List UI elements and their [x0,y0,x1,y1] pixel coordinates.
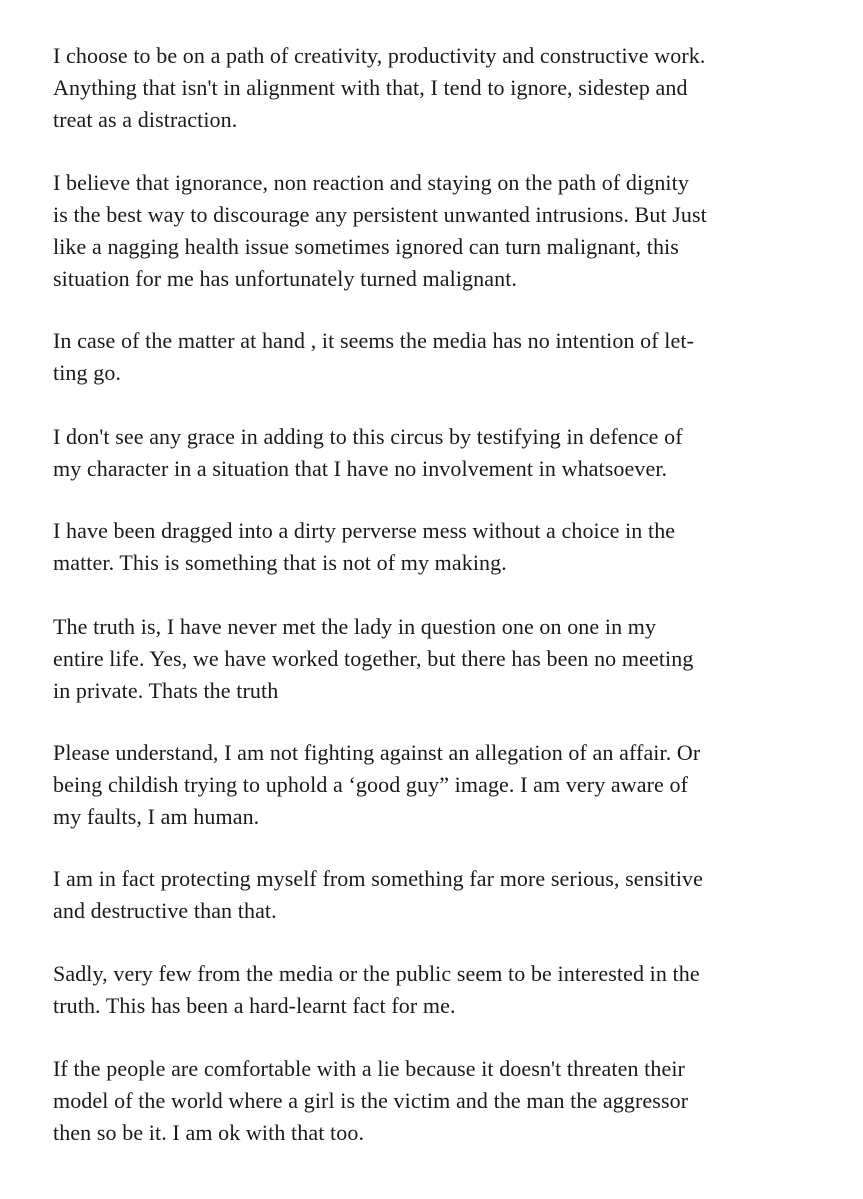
text-line: Sadly, very few from the media or the public seem to be interested in the [53,961,700,986]
text-line: in private. Thats the truth [53,678,279,703]
text-line: I believe that ignorance, non reaction and staying on the path of dignity [53,170,689,195]
text-line: my character in a situation that I have no involvement in whatsoever. [53,456,668,481]
text-line: then so be it. I am ok with that too. [53,1120,365,1145]
text-line: is the best way to discourage any persistent unwanted intrusions. But Just [53,202,707,227]
paragraph [53,515,675,579]
text-line: The truth is, I have never met the lady in question one on one in my [53,614,657,639]
text-line: Please understand, I am not fighting against an allegation of an affair. Or [53,740,701,765]
text-line: entire life. Yes, we have worked together, but there has been no meeting [53,646,694,671]
text-line: Anything that isn't in alignment with that, I tend to ignore, sidestep and [53,75,688,100]
text-line: matter. This is something that is not of my making. [53,550,507,575]
text-line: being childish trying to uphold a ‘good guy” image. I am very aware of [53,772,689,797]
paragraph [53,1053,688,1149]
paragraph [53,863,703,927]
text-line: I choose to be on a path of creativity, productivity and constructive work. [53,43,706,68]
paragraph [53,611,693,707]
text-line: I am in fact protecting myself from something far more serious, sensitive [53,866,704,891]
paragraph [53,40,705,136]
text-line: my faults, I am human. [53,804,260,829]
paragraph [53,167,707,295]
text-line: like a nagging health issue sometimes ignored can turn malignant, this [53,234,679,259]
text-line: If the people are comfortable with a lie because it doesn't threaten their [53,1056,685,1081]
text-line: truth. This has been a hard-learnt fact for me. [53,993,456,1018]
text-line: I don't see any grace in adding to this circus by testifying in defence of [53,424,683,449]
paragraph [53,325,694,389]
text-line: I have been dragged into a dirty perverse mess without a choice in the [53,518,676,543]
text-line: treat as a distraction. [53,107,238,132]
text-line: and destructive than that. [53,898,277,923]
text-line: situation for me has unfortunately turned malignant. [53,266,518,291]
text-line: In case of the matter at hand , it seems the media has no intention of let- [53,328,695,353]
paragraph [53,421,683,485]
text-line: ting go. [53,360,122,385]
paragraph [53,958,700,1022]
paragraph [53,737,700,833]
text-line: model of the world where a girl is the victim and the man the aggressor [53,1088,689,1113]
